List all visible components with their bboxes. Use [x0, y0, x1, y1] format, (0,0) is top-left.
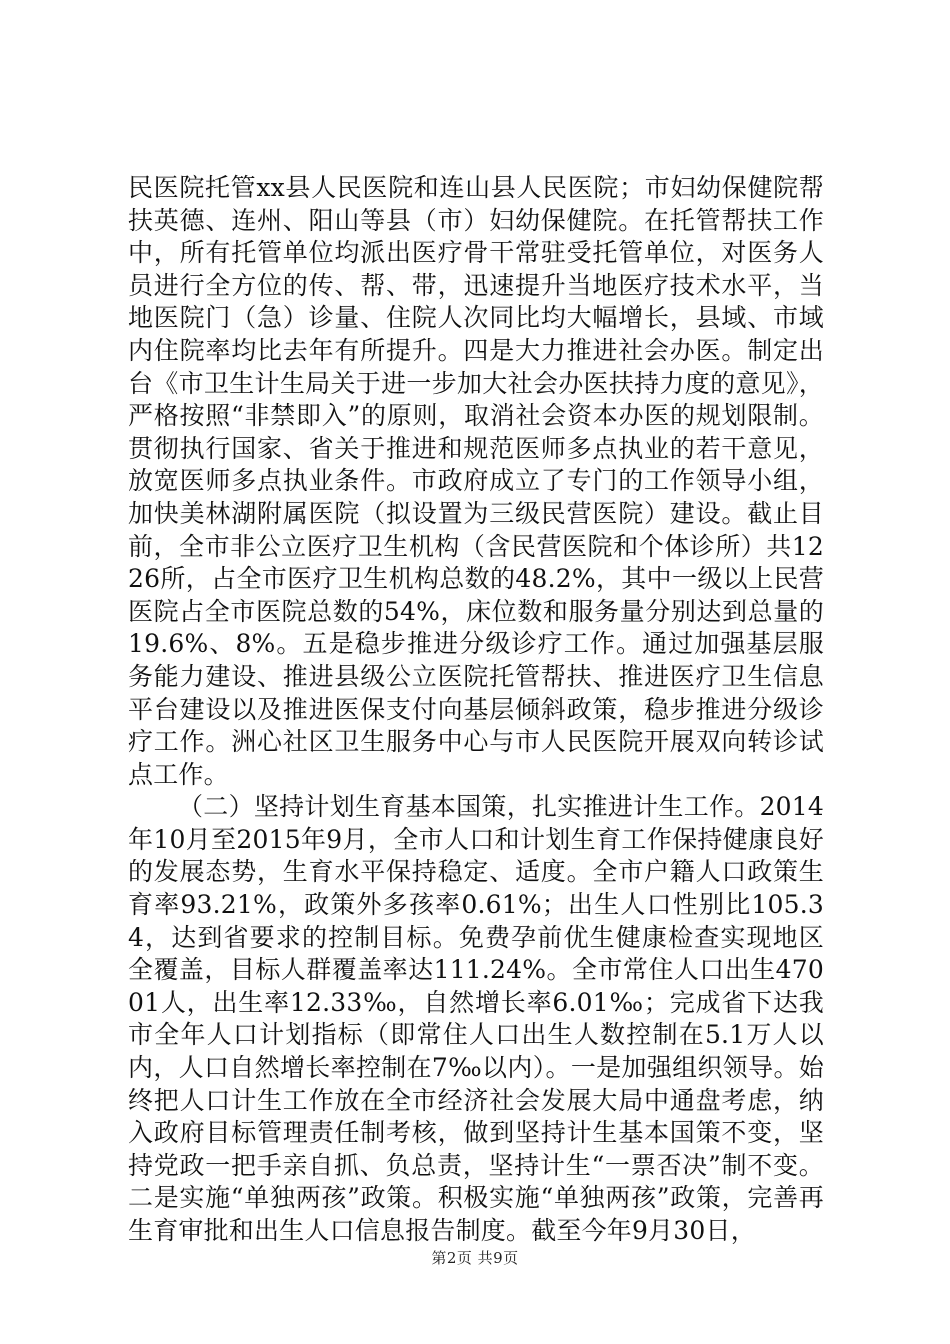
paragraph-2: （二）坚持计划生育基本国策，扎实推进计生工作。2014年10月至2015年9月，全市人口和计划生育工作保持健康良好的发展态势，生育水平保持稳定、适度。全市户籍人口政策生育率93.21%，政策外多孩率0.61%；出生人口性别比105.34，达到省要求的控制目标。免费孕前优生健康检查实现地区全覆盖，目标人群覆盖率达111.24%。全市常住人口出生47001人，出生率12.33‰，自然增长率6.01‰；完成省下达我市全年人口计划指标（即常住人口出生人数控制在5.1万人以内，人口自然增长率控制在7‰以内）。一是加强组织领导。始终把人口计生工作放在全市经济社会发展大局中通盘考虑，纳入政府目标管理责任制考核，做到坚持计生基本国策不变，坚持党政一把手亲自抓、负总责，坚持计生“一票否决”制不变。二是实施“单独两孩”政策。积极实施“单独两孩”政策，完善再生育审批和出生人口信息报告制度。截至今年9月30日， — [128, 792, 824, 1245]
page-footer: 第2页 共9页 — [431, 1249, 519, 1267]
paragraph-1: 民医院托管xx县人民医院和连山县人民医院；市妇幼保健院帮扶英德、连州、阳山等县（市）妇幼保健院。在托管帮扶工作中，所有托管单位均派出医疗骨干常驻受托管单位，对医务人员进行全方位的传、帮、带，迅速提升当地医疗技术水平，当地医院门（急）诊量、住院人次同比均大幅增长，县域、市域内住院率均比去年有所提升。四是大力推进社会办医。制定出台《市卫生计生局关于进一步加大社会办医扶持力度的意见》，严格按照“非禁即入”的原则，取消社会资本办医的规划限制。贯彻执行国家、省关于推进和规范医师多点执业的若干意见，放宽医师多点执业条件。市政府成立了专门的工作领导小组，加快美林湖附属医院（拟设置为三级民营医院）建设。截止目前，全市非公立医疗卫生机构（含民营医院和个体诊所）共1226所，占全市医疗卫生机构总数的48.2%，其中一级以上民营医院占全市医院总数的54%，床位数和服务量分别达到总量的19.6%、8%。五是稳步推进分级诊疗工作。通过加强基层服务能力建设、推进县级公立医院托管帮扶、推进医疗卫生信息平台建设以及推进医保支付向基层倾斜政策，稳步推进分级诊疗工作。洲心社区卫生服务中心与市人民医院开展双向转诊试点工作。 — [128, 173, 824, 789]
document-body — [128, 172, 824, 1248]
